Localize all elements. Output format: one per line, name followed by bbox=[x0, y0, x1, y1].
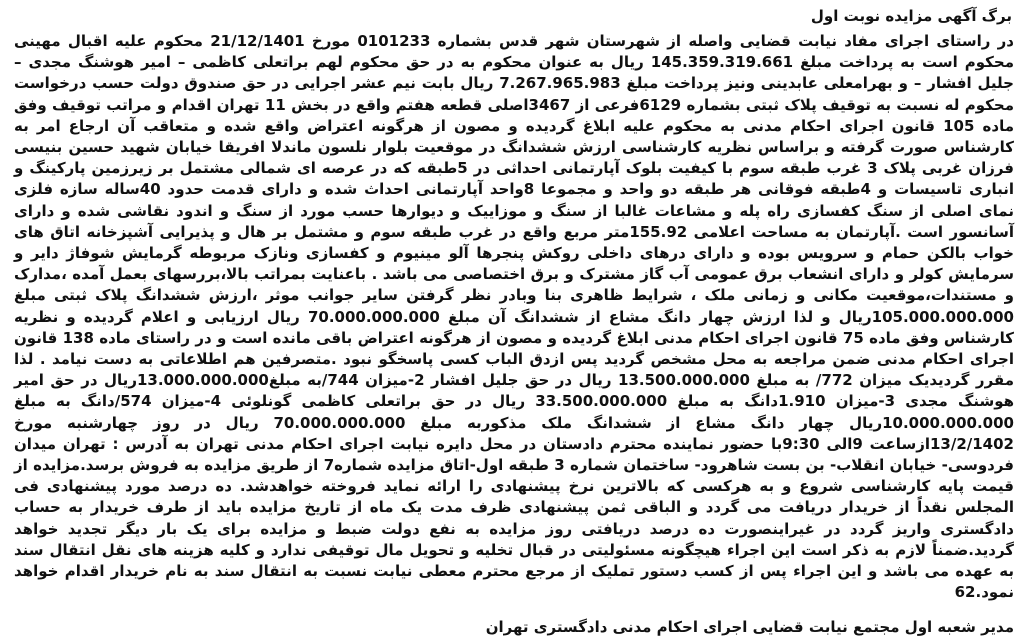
notice-body: در راستای اجرای مفاد نیابت قضایی واصله از شهرستان شهر قدس بشماره 0101233 مورخ 21/12/1401 محکوم علیه اقبال مهینی محکوم است به پرداخت مبلغ 145.359.319.661 ریال به عنوان محکوم به در حق محکوم لهم براتعلی کاظمی – امیر هوشنگ مجدی – جلیل افشار – و بهرامعلی عابدینی ونیز پرداخت مبلغ 7.267.965.983 ریال بابت نیم عشر اجرایی در حق صندوق دولت حسب درخواست محکوم له نسبت به توقیف پلاک ثبتی بشماره 6129فرعی از 3467اصلی قطعه هفتم واقع در بخش 11 تهران اقدام و مراتب توقیف وفق ماده 105 قانون اجرای احکام مدنی به محکوم علیه ابلاغ گردیده و مصون از هرگونه اعتراض واقع شده و متعاقب آن ارجاع امر به کارشناس صورت گرفته و براساس نظریه کارشناسی ارزش ششدانگ در موقعیت بلوار نلسون ماندلا افریقا خیابان شهید حسین بنیسی فرزان غربی پلاک 3 غرب طبقه سوم با کیفیت بلوک آپارتمانی احداثی در 5طبقه که در عرصه ای شمالی مشتمل بر زیرزمین پارکینگ و انباری تاسیسات و 4طبقه فوقانی هر طبقه دو واحد و مجموعا 8واحد آپارتمانی احداث شده و دارای قدمت حدود 40ساله سازه فلزی نمای اصلی از سنگ کفسازی راه پله و مشاعات غالبا از سنگ و موزاییک و دیوارها حسب مورد از سنگ و اندود نقاشی شده و دارای آسانسور است .آپارتمان به مساحت اعلامی 155.92متر مربع واقع در غرب طبقه سوم و مشتمل بر هال و پذیرایی آشپزخانه اتاق های خواب بالکن حمام و سرویس بوده و دارای درهای داخلی روکش پنجرها آلو مینیوم و کفسازی ونازک مربوطه گرمایش شوفاژ دایر و سرمایش کولر و دارای انشعاب برق عمومی آب گاز مشترک و برق اختصاصی می باشد . باعنایت بمراتب بالا،بررسهای بعمل آمده ،مدارک و مستندات،موقعیت مکانی و زمانی ملک ، شرایط ظاهری بنا وبادر نظر گرفتن سایر جوانب موثر ،ارزش ششدانگ پلاک ثبتی مبلغ 105.000.000.000ریال و لذا ارزش چهار دانگ مشاع از ششدانگ آن مبلغ 70.000.000.000 ریال ارزیابی و اعلام گردیده و نظریه کارشناس وفق ماده 75 قانون اجرای احکام مدنی ابلاغ گردیده و مصون از هرگونه اعتراض باقی مانده است و در راستای ماده 138 قانون اجرای احکام مدنی ضمن مراجعه به محل مشخص گردید پس ازدق الباب کسی پاسخگو نبود .متصرفین هم اطلاعاتی به دست نیامد . لذا مقرر گردیدیک میزان 772/ به مبلغ 13.500.000.000 ریال در حق جلیل افشار 2-میزان 744/به مبلغ13.000.000.000ریال در حق امیر هوشنگ مجدی 3-میزان 1.910دانگ به مبلغ 33.500.000.000 ریال در حق براتعلی کاظمی گونلوئی 4-میزان 574/دانگ به مبلغ 10.000.000.000ریال چهار دانگ مشاع از ششدانگ ملک مذکوربه مبلغ 70.000.000.000 ریال در روز چهارشنبه مورخ 13/2/1402ازساعت 9الی 9:30با حضور نماینده محترم دادستان در محل دایره نیابت اجرای احکام مدنی تهران به آدرس : تهران میدان فردوسی- خیابان انقلاب- بن بست شاهرود- ساختمان شماره 3 طبقه اول-اتاق مزایده شماره7 از طریق مزایده به فروش برسد.مزایده از قیمت پایه کارشناسی شروع و به هرکسی که بالاترین نرخ پیشنهادی را ارائه نماید فروخته خواهدشد. ده درصد مورد پیشنهادی فی المجلس نقداً از خریدار دریافت می گردد و الباقی ثمن پیشنهادی ظرف مدت یک ماه از تاریخ مزایده باید از طرف خریدار به حساب دادگستری واریز گردد در غیراینصورت ده درصد دریافتی روز مزایده به نفع دولت ضبط و مزایده برای یک بار دیگر تجدید خواهد گردید.ضمناً لازم به ذکر است این اجراء هیچگونه مسئولیتی در قبال تخلیه و تحویل مال توقیفی ندارد و کلیه هزینه های نقل انتقال سند به عهده می باشد و این اجراء پس از کسب دستور تملیک از مرجع محترم معطی نیابت نسبت به انتقال سند به نام خریدار اقدام خواهد نمود.62 bbox=[14, 32, 1015, 602]
notice-title: برگ آگهی مزایده نوبت اول bbox=[810, 7, 1012, 25]
notice-signature: مدیر شعبه اول مجتمع نیابت قضایی اجرای احکام مدنی دادگستری تهران bbox=[485, 618, 1014, 637]
